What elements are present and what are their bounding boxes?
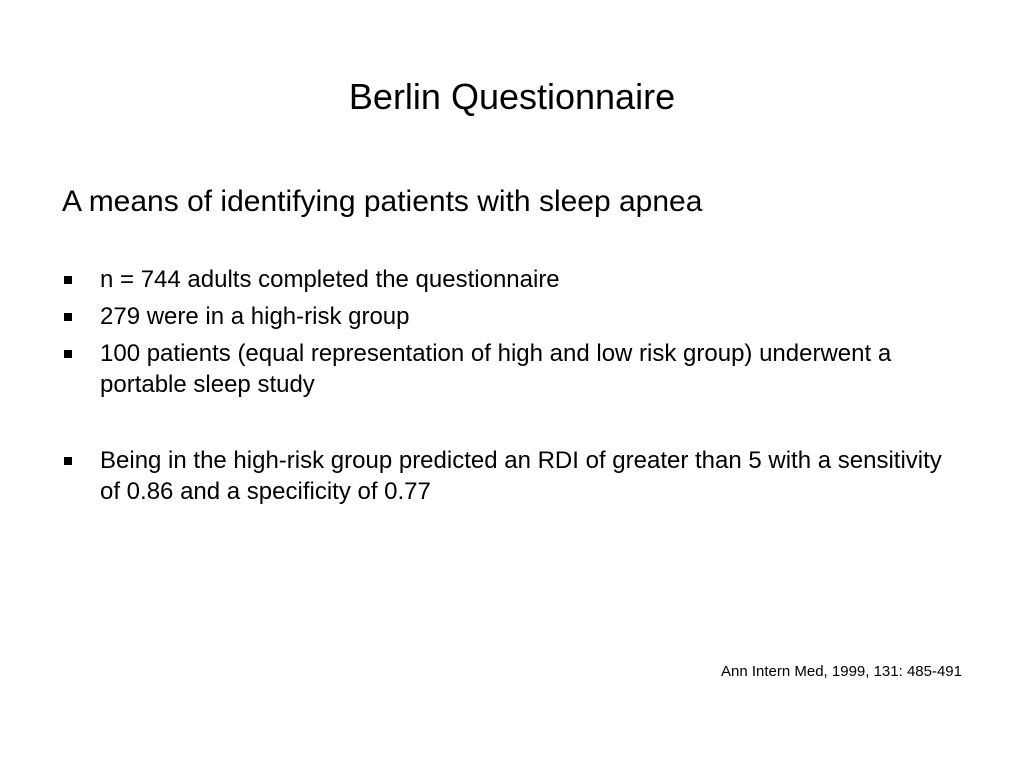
slide-subtitle: A means of identifying patients with sleep apnea	[62, 185, 703, 218]
citation: Ann Intern Med, 1999, 131: 485-491	[720, 663, 962, 680]
square-bullet-icon	[64, 313, 72, 321]
slide-title: Berlin Questionnaire	[348, 76, 676, 117]
bullet-text: 279 were in a high-risk group	[100, 303, 410, 330]
bullet-text: n = 744 adults completed the questionnaire	[100, 266, 560, 293]
square-bullet-icon	[64, 350, 72, 358]
bullet-item	[62, 445, 962, 507]
bullet-text: Being in the high-risk group predicted an RDI of greater than 5 with a sensitivity of 0.86 and a specificity of 0.77	[100, 447, 942, 505]
square-bullet-icon	[64, 457, 72, 465]
bullet-text: 100 patients (equal representation of high and low risk group) underwent a portable sleep study	[100, 340, 892, 398]
bullet-list	[62, 264, 962, 513]
square-bullet-icon	[64, 276, 72, 284]
bullet-item	[62, 338, 962, 400]
bullet-item	[62, 264, 962, 295]
bullet-item	[62, 301, 962, 332]
